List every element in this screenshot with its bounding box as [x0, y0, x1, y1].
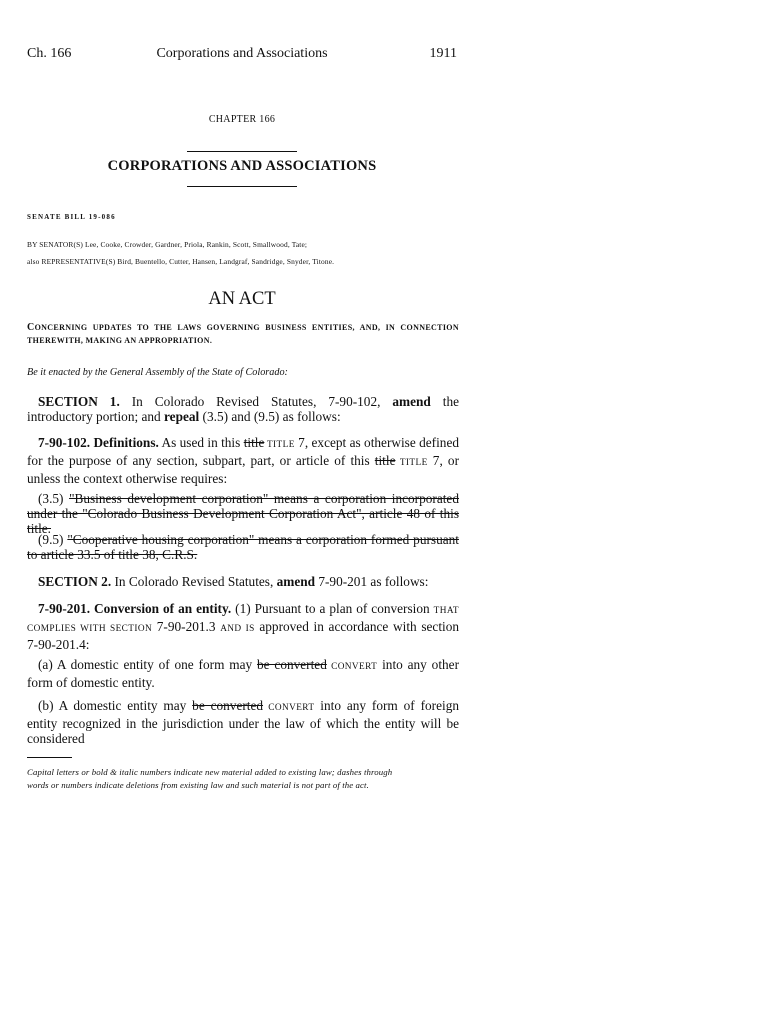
statute-heading: 7-90-102. Definitions.: [38, 435, 159, 450]
deleted-text: "Cooperative housing corporation" means a corporation formed pursuant to article 33.5 of title 38, C.R.S.: [27, 532, 459, 562]
chapter-title: CORPORATIONS AND ASSOCIATIONS: [107, 158, 377, 174]
inserted-text: CONVERT: [263, 703, 315, 713]
inserted-text: AND IS: [220, 624, 255, 634]
act-concerning-clause: [27, 321, 459, 347]
deleted-text: "Business development corporation" means a corporation incorporated under the "Colorado Business Development Corporation Act", article 48 of this title.: [27, 491, 459, 536]
section-7-90-201: 7-90-201. Conversion of an entity. (1) Pursuant to a plan of conversion THAT COMPLIES WITH SECTION 7-90-201.3 AND IS approved in accordance with section 7-90-201.4:: [27, 601, 460, 652]
section-heading: SECTION 2.: [38, 574, 112, 589]
deleted-text: be converted: [257, 657, 327, 672]
sponsors: [27, 236, 467, 270]
inserted-text: THAT COMPLIES WITH SECTION: [27, 606, 459, 634]
section-1-intro: SECTION 1. In Colorado Revised Statutes, 7-90-102, amend the introductory portion; and repeal (3.5) and (9.5) as follows:: [27, 394, 459, 424]
inserted-text: TITLE: [395, 458, 428, 468]
subsection-b: (b) A domestic entity may be converted CONVERT into any form of foreign entity recognized in the jurisdiction under the law of which the entity will be considered: [27, 698, 459, 746]
footnote-line: words or numbers indicate deletions from existing law and such material is not part of the act.: [27, 780, 369, 790]
amend-keyword: amend: [392, 394, 431, 409]
subsection-3-5: (3.5) "Business development corporation" means a corporation incorporated under the "Colorado Business Development Corporation Act", article 48 of this title.: [27, 491, 459, 536]
bill-number: SENATE BILL 19-086: [27, 213, 116, 221]
deleted-text: be converted: [192, 698, 264, 713]
repeal-keyword: repeal: [164, 409, 200, 424]
section-7-90-102: 7-90-102. Definitions. As used in this title TITLE 7, except as otherwise defined for the purpose of any section, subpart, part, or article of this title TITLE 7, or unless the context otherwise requires:: [27, 435, 459, 486]
enacting-clause: Be it enacted by the General Assembly of the State of Colorado:: [27, 367, 288, 378]
subsection-a: (a) A domestic entity of one form may be converted CONVERT into any other form of domestic entity.: [27, 657, 460, 690]
act-title: AN ACT: [208, 289, 276, 309]
footnote-line: Capital letters or bold & italic numbers indicate new material added to existing law; dashes through: [27, 767, 393, 777]
running-head: [27, 46, 457, 66]
page-number: 1911: [429, 46, 457, 61]
footnote-rule: [27, 757, 72, 758]
title-rule-bottom: [187, 186, 297, 187]
section-heading: SECTION 1.: [38, 394, 120, 409]
subsection-9-5: (9.5) "Cooperative housing corporation" means a corporation formed pursuant to article 33.5 of title 38, C.R.S.: [27, 532, 459, 562]
running-head-title: Corporations and Associations: [156, 46, 328, 61]
house-sponsors: also REPRESENTATIVE(S) Bird, Buentello, Cutter, Hansen, Landgraf, Sandridge, Snyder, Titone.: [27, 257, 335, 266]
deleted-text: title: [243, 435, 265, 450]
title-rule-top: [187, 151, 297, 152]
chapter-label: CHAPTER 166: [208, 114, 276, 125]
inserted-text: CONVERT: [326, 662, 378, 672]
inserted-text: TITLE: [264, 440, 295, 450]
section-2-intro: SECTION 2. In Colorado Revised Statutes, amend 7-90-201 as follows:: [38, 574, 429, 589]
senate-sponsors: BY SENATOR(S) Lee, Cooke, Crowder, Gardner, Priola, Rankin, Scott, Smallwood, Tate;: [27, 240, 308, 249]
concerning-text: ONCERNING UPDATES TO THE LAWS GOVERNING BUSINESS ENTITIES, AND, IN CONNECTION THEREWITH, MAKING AN APPROPRIATION.: [27, 323, 459, 345]
concerning-initial: C: [27, 322, 35, 333]
deleted-text: title: [374, 453, 396, 468]
statute-heading: 7-90-201. Conversion of an entity.: [38, 601, 232, 616]
running-head-chapter: Ch. 166: [27, 46, 72, 61]
footnote: [27, 766, 467, 792]
amend-keyword: amend: [276, 574, 316, 589]
